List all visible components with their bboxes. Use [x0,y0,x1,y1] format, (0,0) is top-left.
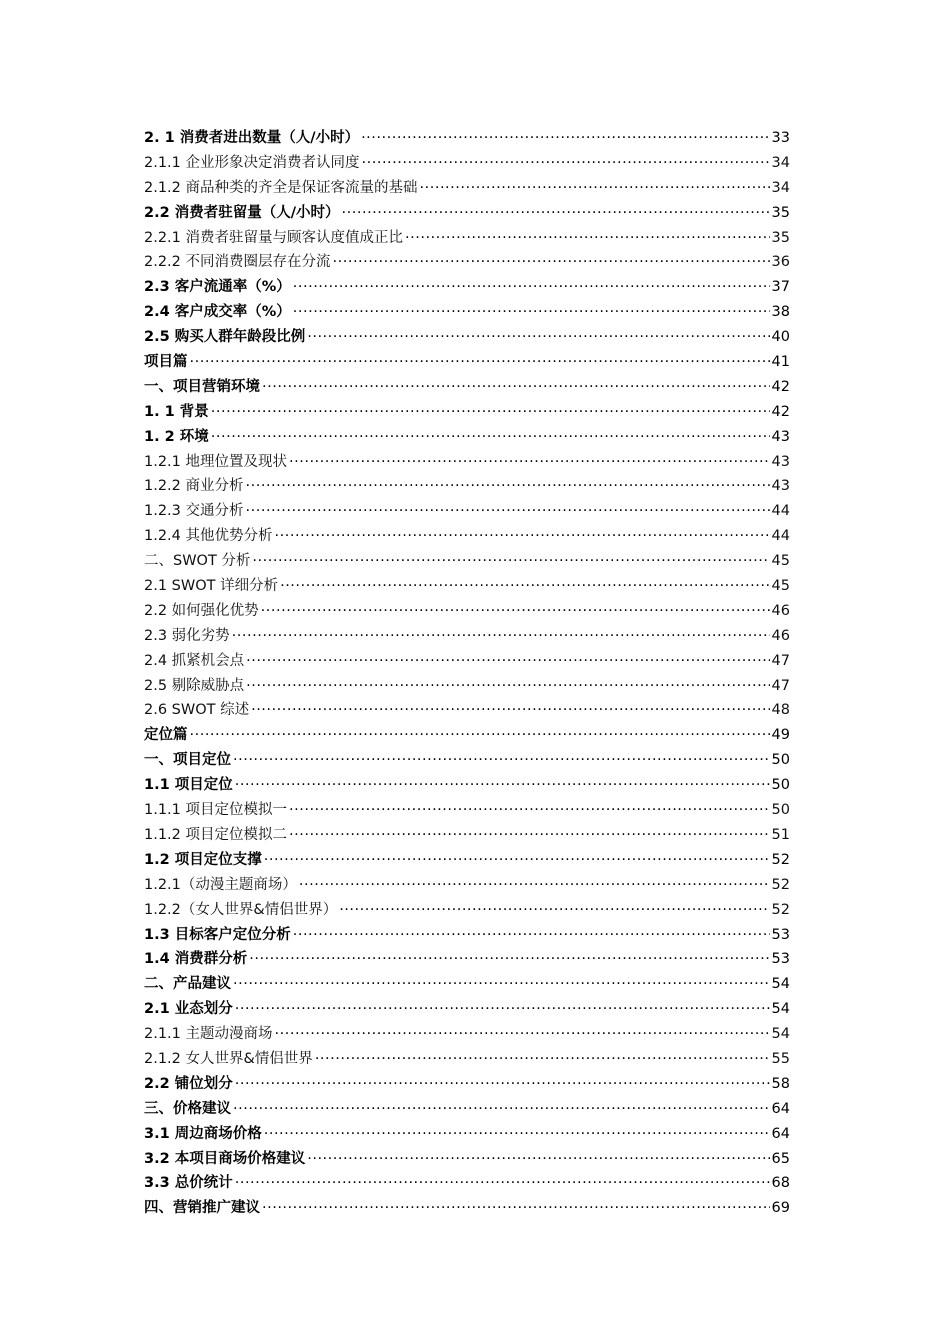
toc-entry-page: 52 [771,851,790,868]
toc-entry-page: 47 [771,652,790,669]
toc-entry-label: 2.2.1 消费者驻留量与顾客认度值成正比 [144,229,404,246]
toc-entry-label: 3.1 周边商场价格 [144,1125,262,1142]
toc-entry-label: 四、营销推广建议 [144,1200,260,1217]
toc-dot-leader [235,1072,770,1097]
toc-entry-page: 64 [771,1125,790,1142]
toc-entry[interactable] [144,649,790,674]
toc-dot-leader [289,823,770,848]
toc-entry-label: 1.4 消费群分析 [144,951,248,968]
toc-entry-page: 54 [771,1026,790,1043]
toc-entry[interactable] [144,151,790,176]
toc-entry-page: 33 [771,130,790,146]
toc-entry[interactable] [144,798,790,823]
toc-dot-leader [261,599,770,624]
toc-entry-label: 1.2.3 交通分析 [144,503,244,520]
toc-entry[interactable] [144,325,790,350]
toc-dot-leader [246,499,770,524]
toc-entry-label: 2.6 SWOT 综述 [144,702,250,719]
toc-entry-page: 55 [771,1050,790,1067]
toc-entry-page: 54 [771,1001,790,1018]
toc-entry-label: 定位篇 [144,727,188,744]
toc-entry[interactable] [144,923,790,948]
toc-entry-label: 二、产品建议 [144,976,231,993]
toc-entry-page: 49 [771,727,790,744]
toc-entry[interactable] [144,1097,790,1122]
toc-entry-label: 1. 2 环境 [144,428,209,445]
toc-dot-leader [275,1022,770,1047]
toc-dot-leader [233,748,770,773]
toc-dot-leader [299,873,770,898]
toc-entry-page: 48 [771,702,790,719]
toc-entry-label: 3.3 总价统计 [144,1175,233,1192]
toc-dot-leader [275,524,770,549]
toc-entry-label: 2.3 弱化劣势 [144,627,230,644]
toc-dot-leader [232,624,770,649]
toc-entry-label: 2.2 铺位划分 [144,1075,233,1092]
toc-entry-label: 2.1.2 女人世界&情侣世界 [144,1050,313,1067]
toc-entry-page: 34 [771,154,790,171]
toc-entry-label: 1.2.2 商业分析 [144,478,244,495]
toc-dot-leader [262,1196,770,1221]
toc-entry[interactable] [144,126,790,151]
toc-entry-page: 43 [771,478,790,495]
toc-dot-leader [246,674,769,699]
toc-entry-page: 53 [771,926,790,943]
toc-entry-page: 46 [771,627,790,644]
toc-dot-leader [235,773,770,798]
toc-entry[interactable] [144,624,790,649]
toc-entry[interactable] [144,300,790,325]
toc-dot-leader [246,474,770,499]
toc-entry[interactable] [144,499,790,524]
toc-entry[interactable] [144,674,790,699]
toc-entry[interactable] [144,599,790,624]
toc-entry-label: 1.1.2 项目定位模拟二 [144,826,288,843]
toc-entry-page: 38 [771,304,790,321]
toc-dot-leader [252,549,769,574]
toc-dot-leader [342,201,770,226]
table-of-contents [144,126,790,1221]
toc-entry[interactable] [144,1047,790,1072]
toc-entry-page: 45 [771,553,790,570]
toc-entry[interactable] [144,250,790,275]
toc-entry[interactable] [144,947,790,972]
toc-entry[interactable] [144,425,790,450]
toc-entry-page: 65 [771,1150,790,1167]
toc-entry[interactable] [144,1171,790,1196]
toc-entry-page: 64 [771,1100,790,1117]
toc-entry-page: 69 [771,1200,790,1217]
toc-entry-label: 2.1.2 商品种类的齐全是保证客流量的基础 [144,179,418,196]
toc-entry-page: 36 [771,254,790,271]
toc-entry-label: 2.3 客户流通率（%） [144,279,291,296]
toc-entry-label: 一、项目定位 [144,752,231,769]
toc-entry-label: 项目篇 [144,354,188,371]
toc-dot-leader [289,798,770,823]
toc-entry-page: 41 [771,354,790,371]
toc-dot-leader [235,1171,770,1196]
toc-dot-leader [211,400,770,425]
toc-entry-label: 2.2 如何强化优势 [144,602,259,619]
toc-dot-leader [190,723,770,748]
toc-entry-page: 52 [771,876,790,893]
toc-entry-label: 一、项目营销环境 [144,378,260,395]
toc-entry-page: 50 [771,802,790,819]
toc-entry[interactable] [144,524,790,549]
toc-entry-page: 34 [771,179,790,196]
toc-dot-leader [339,898,769,923]
toc-entry-page: 35 [771,204,790,221]
toc-entry[interactable] [144,848,790,873]
toc-entry[interactable] [144,1122,790,1147]
toc-entry-label: 1.1.1 项目定位模拟一 [144,802,288,819]
toc-entry-label: 2.1 业态划分 [144,1001,233,1018]
toc-entry-label: 2.4 抓紧机会点 [144,652,245,669]
toc-entry-page: 37 [771,279,790,296]
toc-dot-leader [233,972,770,997]
toc-entry-label: 2.2 消费者驻留量（人/小时） [144,204,340,221]
toc-dot-leader [264,1122,770,1147]
toc-entry[interactable] [144,1147,790,1172]
toc-entry[interactable] [144,1072,790,1097]
toc-entry-page: 50 [771,752,790,769]
toc-dot-leader [315,1047,770,1072]
toc-entry[interactable] [144,698,790,723]
toc-entry-page: 45 [771,578,790,595]
toc-entry[interactable] [144,748,790,773]
toc-dot-leader [235,997,770,1022]
toc-entry-label: 1.2.1（动漫主题商场） [144,876,297,893]
toc-dot-leader [361,126,769,151]
toc-entry-label: 1.2.2（女人世界&情侣世界） [144,901,338,918]
toc-entry-label: 三、价格建议 [144,1100,231,1117]
toc-entry-page: 40 [771,329,790,346]
toc-dot-leader [264,848,770,873]
toc-entry[interactable] [144,474,790,499]
toc-entry-label: 1. 1 背景 [144,403,209,420]
toc-entry[interactable] [144,972,790,997]
toc-entry-page: 44 [771,528,790,545]
toc-entry[interactable] [144,773,790,798]
toc-entry[interactable] [144,201,790,226]
toc-entry[interactable] [144,226,790,251]
toc-dot-leader [233,1097,770,1122]
toc-entry-page: 52 [771,901,790,918]
toc-entry[interactable] [144,898,790,923]
toc-dot-leader [307,325,769,350]
toc-entry-label: 2.4 客户成交率（%） [144,304,291,321]
toc-entry[interactable] [144,350,790,375]
toc-entry-label: 1.2.1 地理位置及现状 [144,453,288,470]
toc-entry[interactable] [144,549,790,574]
toc-entry[interactable] [144,176,790,201]
toc-dot-leader [280,574,769,599]
toc-dot-leader [262,375,770,400]
toc-entry-page: 35 [771,229,790,246]
toc-entry-page: 68 [771,1175,790,1192]
toc-entry[interactable] [144,997,790,1022]
toc-entry[interactable] [144,873,790,898]
toc-entry-page: 44 [771,503,790,520]
toc-entry[interactable] [144,823,790,848]
toc-entry-label: 2.1.1 主题动漫商场 [144,1026,273,1043]
toc-entry-label: 2.5 剔除威胁点 [144,677,245,694]
toc-entry-page: 46 [771,602,790,619]
toc-entry-label: 2.1 SWOT 详细分析 [144,578,279,595]
toc-entry-page: 43 [771,428,790,445]
toc-entry-label: 2. 1 消费者进出数量（人/小时） [144,130,360,146]
toc-entry-page: 58 [771,1075,790,1092]
toc-dot-leader [333,250,770,275]
toc-entry[interactable] [144,1196,790,1221]
toc-entry-label: 1.2 项目定位支撑 [144,851,262,868]
toc-entry-label: 2.1.1 企业形象决定消费者认同度 [144,154,360,171]
toc-entry[interactable] [144,450,790,475]
toc-dot-leader [293,300,770,325]
toc-dot-leader [405,226,770,251]
toc-entry-page: 42 [771,403,790,420]
toc-entry-page: 47 [771,677,790,694]
toc-entry-label: 1.2.4 其他优势分析 [144,528,273,545]
toc-entry-label: 3.2 本项目商场价格建议 [144,1150,306,1167]
toc-dot-leader [249,947,769,972]
toc-entry-label: 1.3 目标客户定位分析 [144,926,291,943]
toc-dot-leader [362,151,770,176]
toc-entry-page: 54 [771,976,790,993]
toc-dot-leader [307,1147,769,1172]
toc-entry[interactable] [144,275,790,300]
toc-entry[interactable] [144,723,790,748]
toc-dot-leader [293,923,770,948]
toc-dot-leader [246,649,769,674]
toc-entry-label: 二、SWOT 分析 [144,553,251,570]
toc-entry-page: 51 [771,826,790,843]
toc-entry-label: 2.5 购买人群年龄段比例 [144,329,306,346]
toc-entry[interactable] [144,574,790,599]
toc-dot-leader [251,698,769,723]
toc-dot-leader [293,275,770,300]
toc-entry[interactable] [144,1022,790,1047]
toc-entry-label: 2.2.2 不同消费圈层存在分流 [144,254,331,271]
toc-dot-leader [289,450,770,475]
toc-entry-page: 42 [771,378,790,395]
toc-entry-page: 50 [771,777,790,794]
toc-dot-leader [190,350,770,375]
toc-entry-page: 43 [771,453,790,470]
toc-dot-leader [420,176,770,201]
toc-entry-page: 53 [771,951,790,968]
toc-entry[interactable] [144,375,790,400]
toc-dot-leader [211,425,770,450]
toc-entry-label: 1.1 项目定位 [144,777,233,794]
toc-entry[interactable] [144,400,790,425]
